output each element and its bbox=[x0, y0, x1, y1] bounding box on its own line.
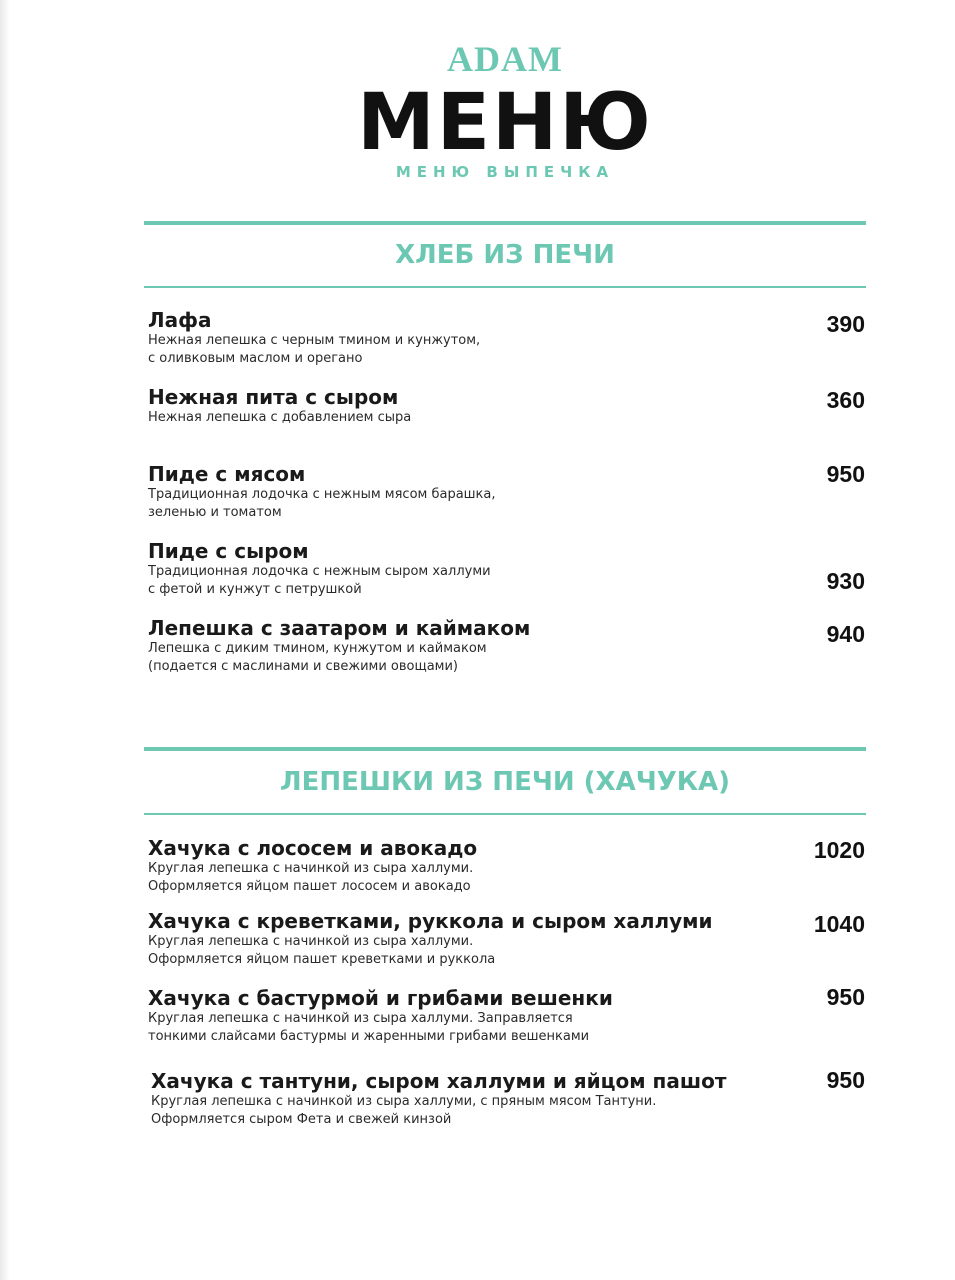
page-subtitle: МЕНЮ ВЫПЕЧКА bbox=[395, 163, 615, 181]
item-description: (подается с маслинами и свежими овощами) bbox=[148, 659, 459, 674]
item-description: Традиционная лодочка с нежным мясом барашка, bbox=[148, 487, 496, 502]
item-price: 940 bbox=[826, 621, 865, 647]
item-description: Круглая лепешка с начинкой из сыра халлуми. Заправляется bbox=[148, 1011, 573, 1026]
item-name: Хачука с креветками, руккола и сыром халлуми bbox=[148, 909, 713, 933]
item-description: с фетой и кунжут с петрушкой bbox=[148, 582, 362, 597]
section-divider-top bbox=[144, 747, 866, 751]
item-price: 950 bbox=[826, 984, 865, 1010]
item-name: Хачука с лососем и авокадо bbox=[148, 836, 478, 860]
item-description: Традиционная лодочка с нежным сыром халлуми bbox=[148, 564, 491, 579]
item-price: 950 bbox=[826, 1067, 865, 1093]
item-description: Оформляется яйцом пашет лососем и авокадо bbox=[148, 879, 471, 894]
menu-item bbox=[148, 308, 866, 368]
section-title-flatbreads: ЛЕПЕШКИ ИЗ ПЕЧИ (ХАЧУКА) bbox=[279, 767, 731, 797]
item-description: Нежная лепешка с черным тмином и кунжутом, bbox=[148, 333, 481, 348]
item-description: Оформляется яйцом пашет креветками и руккола bbox=[148, 952, 496, 967]
menu-item bbox=[148, 986, 866, 1046]
item-description: Круглая лепешка с начинкой из сыра халлуми, с пряным мясом Тантуни. bbox=[151, 1094, 657, 1109]
section-title-bread: ХЛЕБ ИЗ ПЕЧИ bbox=[395, 240, 615, 270]
item-price: 950 bbox=[826, 461, 865, 487]
menu-item bbox=[148, 462, 866, 522]
item-description: Круглая лепешка с начинкой из сыра халлуми. bbox=[148, 861, 474, 876]
item-description: Оформляется сыром Фета и свежей кинзой bbox=[151, 1112, 452, 1127]
item-name: Хачука с бастурмой и грибами вешенки bbox=[148, 986, 613, 1010]
menu-item bbox=[151, 1069, 869, 1129]
item-name: Лафа bbox=[148, 308, 212, 332]
item-description: Лепешка с диким тмином, кунжутом и каймаком bbox=[148, 641, 487, 656]
section-divider-top bbox=[144, 221, 866, 225]
menu-item bbox=[148, 909, 866, 969]
menu-item bbox=[148, 539, 866, 599]
item-name: Лепешка с заатаром и каймаком bbox=[148, 616, 531, 640]
item-name: Пиде с мясом bbox=[148, 462, 306, 486]
section-divider-bottom bbox=[144, 813, 866, 815]
item-price: 1020 bbox=[813, 837, 865, 863]
section-divider-bottom bbox=[144, 286, 866, 288]
page-title: МЕНЮ bbox=[357, 78, 653, 168]
menu-item bbox=[148, 836, 866, 896]
page-edge-shadow bbox=[0, 0, 10, 1280]
item-price: 1040 bbox=[813, 911, 865, 937]
item-description: Круглая лепешка с начинкой из сыра халлуми. bbox=[148, 934, 474, 949]
item-name: Хачука с тантуни, сыром халлуми и яйцом пашот bbox=[151, 1069, 727, 1093]
item-description: Нежная лепешка с добавлением сыра bbox=[148, 410, 412, 425]
menu-item bbox=[148, 616, 866, 676]
item-price: 390 bbox=[826, 311, 865, 337]
item-name: Пиде с сыром bbox=[148, 539, 309, 563]
item-name: Нежная пита с сыром bbox=[148, 385, 399, 409]
brand-logo: ADAM bbox=[447, 39, 563, 79]
menu-item bbox=[148, 385, 866, 427]
item-description: тонкими слайсами бастурмы и жаренными грибами вешенками bbox=[148, 1029, 590, 1044]
item-description: с оливковым маслом и орегано bbox=[148, 351, 363, 366]
item-price: 360 bbox=[826, 387, 865, 413]
item-price: 930 bbox=[826, 568, 865, 594]
item-description: зеленью и томатом bbox=[148, 505, 282, 520]
